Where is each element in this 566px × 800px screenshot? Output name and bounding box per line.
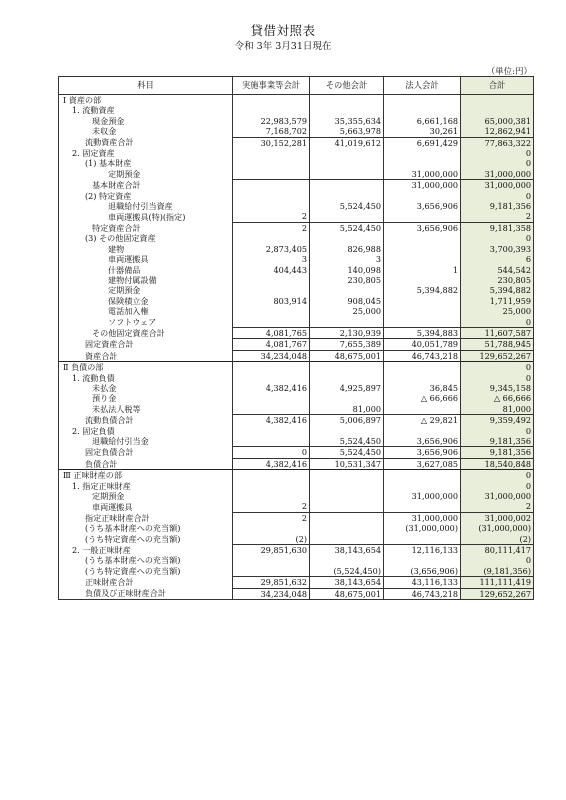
corporate-value	[384, 362, 461, 373]
program-value: 4,081,767	[233, 339, 310, 350]
corporate-value: 3,656,906	[384, 201, 461, 211]
corporate-value: 46,743,218	[384, 588, 461, 599]
total-value: 129,652,267	[461, 350, 534, 361]
table-row	[59, 426, 534, 436]
row-label: 2. 一般正味財産	[59, 545, 233, 556]
table-row	[59, 222, 534, 233]
corporate-value: (31,000,000)	[384, 523, 461, 533]
table-row	[59, 555, 534, 565]
table-row	[59, 404, 534, 415]
table-row	[59, 523, 534, 533]
total-value: 0	[461, 373, 534, 383]
table-row	[59, 158, 534, 168]
program-value: 7,168,702	[233, 126, 310, 137]
program-value	[233, 404, 310, 415]
table-row	[59, 415, 534, 426]
program-value	[233, 426, 310, 436]
row-label: 正味財産合計	[59, 577, 233, 588]
unit-label: （単位:円）	[486, 67, 532, 77]
total-value: 1,711,959	[461, 296, 534, 306]
other-value	[310, 470, 384, 481]
program-value: 29,851,630	[233, 545, 310, 556]
row-label: Ⅱ 負債の部	[59, 362, 233, 373]
corporate-value: △ 29,821	[384, 415, 461, 426]
corporate-value: 3,627,085	[384, 458, 461, 469]
other-value	[310, 393, 384, 403]
other-value: 10,531,347	[310, 458, 384, 469]
corporate-value: 30,261	[384, 126, 461, 137]
program-value: 34,234,048	[233, 588, 310, 599]
table-row	[59, 436, 534, 447]
corporate-value: 46,743,218	[384, 350, 461, 361]
row-label: 1. 流動資産	[59, 105, 233, 115]
other-value: 5,524,450	[310, 447, 384, 458]
row-label: 固定資産合計	[59, 339, 233, 350]
program-value	[233, 362, 310, 373]
program-value: 2	[233, 501, 310, 512]
other-value: 41,019,612	[310, 137, 384, 148]
program-value: 404,443	[233, 265, 310, 275]
total-value: 0	[461, 555, 534, 565]
corporate-value	[384, 244, 461, 254]
other-value	[310, 426, 384, 436]
other-value	[310, 501, 384, 512]
header-total: 合計	[461, 77, 534, 95]
corporate-value: 12,116,133	[384, 545, 461, 556]
program-value: 30,152,281	[233, 137, 310, 148]
table-row	[59, 588, 534, 599]
total-value: 230,805	[461, 275, 534, 285]
total-value: 18,540,848	[461, 458, 534, 469]
corporate-value: 31,000,000	[384, 491, 461, 501]
program-value	[233, 470, 310, 481]
program-value	[233, 555, 310, 565]
table-row	[59, 545, 534, 556]
total-value: 31,000,000	[461, 491, 534, 501]
other-value	[310, 233, 384, 243]
corporate-value	[384, 534, 461, 545]
header-corporate-accounting: 法人会計	[384, 77, 461, 95]
table-row	[59, 105, 534, 115]
row-label: 未払金	[59, 383, 233, 393]
table-row	[59, 362, 534, 373]
table-row	[59, 350, 534, 361]
corporate-value: 43,116,133	[384, 577, 461, 588]
row-label: 未収金	[59, 126, 233, 137]
total-value: 129,652,267	[461, 588, 534, 599]
table-row	[59, 501, 534, 512]
header-row	[59, 77, 534, 95]
corporate-value: △ 66,666	[384, 393, 461, 403]
row-label: 退職給付引当資産	[59, 201, 233, 211]
header-other-accounting: その他会計	[310, 77, 384, 95]
corporate-value	[384, 426, 461, 436]
row-label: 資産合計	[59, 350, 233, 361]
table-row	[59, 470, 534, 481]
row-label: 流動資産合計	[59, 137, 233, 148]
program-value: 4,382,416	[233, 415, 310, 426]
table-row	[59, 481, 534, 491]
other-value	[310, 148, 384, 158]
table-row	[59, 566, 534, 577]
other-value	[310, 373, 384, 383]
total-value: 80,111,417	[461, 545, 534, 556]
corporate-value	[384, 481, 461, 491]
total-value: 0	[461, 481, 534, 491]
total-value: 31,000,000	[461, 180, 534, 191]
corporate-value	[384, 95, 461, 106]
row-label: 特定資産合計	[59, 222, 233, 233]
table-row	[59, 285, 534, 295]
row-label: 基本財産合計	[59, 180, 233, 191]
document-title: 貸借対照表	[250, 23, 316, 38]
table-row	[59, 383, 534, 393]
row-label: 負債及び正味財産合計	[59, 588, 233, 599]
row-label: ソフトウェア	[59, 317, 233, 328]
corporate-value: 31,000,000	[384, 180, 461, 191]
other-value: 5,524,450	[310, 436, 384, 447]
corporate-value: (3,656,906)	[384, 566, 461, 577]
row-label: (うち基本財産への充当額)	[59, 523, 233, 533]
total-value: △ 66,666	[461, 393, 534, 403]
corporate-value	[384, 404, 461, 415]
row-label: Ⅰ 資産の部	[59, 95, 233, 106]
other-value: 2,130,939	[310, 327, 384, 338]
total-value: 0	[461, 191, 534, 201]
other-value: 48,675,001	[310, 588, 384, 599]
program-value	[233, 275, 310, 285]
table-row	[59, 201, 534, 211]
row-label: 電話加入権	[59, 306, 233, 316]
row-label: 車両運搬具	[59, 501, 233, 512]
total-value: 11,607,587	[461, 327, 534, 338]
row-label: 車両運搬具(特)(指定)	[59, 211, 233, 222]
corporate-value	[384, 501, 461, 512]
corporate-value: 3,656,906	[384, 222, 461, 233]
other-value	[310, 491, 384, 501]
total-value: 0	[461, 426, 534, 436]
program-value: 4,081,765	[233, 327, 310, 338]
program-value	[233, 285, 310, 295]
table-row	[59, 296, 534, 306]
other-value	[310, 362, 384, 373]
corporate-value: 36,845	[384, 383, 461, 393]
program-value	[233, 566, 310, 577]
total-value: 5,394,882	[461, 285, 534, 295]
program-value	[233, 393, 310, 403]
total-value: 0	[461, 233, 534, 243]
other-value: 4,925,897	[310, 383, 384, 393]
balance-sheet-table	[58, 76, 534, 600]
corporate-value: 6,691,429	[384, 137, 461, 148]
row-label: 定期預金	[59, 169, 233, 180]
total-value: 0	[461, 470, 534, 481]
total-value: 9,181,358	[461, 222, 534, 233]
other-value	[310, 211, 384, 222]
corporate-value: 5,394,883	[384, 327, 461, 338]
total-value: (9,181,356)	[461, 566, 534, 577]
other-value	[310, 534, 384, 545]
program-value: 3	[233, 254, 310, 264]
program-value: 2,873,405	[233, 244, 310, 254]
total-value: 2	[461, 501, 534, 512]
row-label: (2) 特定資産	[59, 191, 233, 201]
other-value	[310, 512, 384, 523]
table-row	[59, 275, 534, 285]
other-value: 38,143,654	[310, 577, 384, 588]
row-label: 固定負債合計	[59, 447, 233, 458]
table-row	[59, 180, 534, 191]
table-body	[59, 95, 534, 600]
program-value	[233, 201, 310, 211]
header-program-accounting: 実施事業等会計	[233, 77, 310, 95]
table-row	[59, 339, 534, 350]
document-date: 令和 3年 3月31日現在	[234, 41, 332, 52]
other-value	[310, 105, 384, 115]
other-value	[310, 481, 384, 491]
row-label: Ⅲ 正味財産の部	[59, 470, 233, 481]
program-value	[233, 148, 310, 158]
row-label: (うち基本財産への充当額)	[59, 555, 233, 565]
program-value	[233, 180, 310, 191]
total-value	[461, 95, 534, 106]
table-row	[59, 265, 534, 275]
corporate-value	[384, 191, 461, 201]
row-label: 1. 指定正味財産	[59, 481, 233, 491]
row-label: 什器備品	[59, 265, 233, 275]
program-value: 34,234,048	[233, 350, 310, 361]
total-value: 77,863,322	[461, 137, 534, 148]
corporate-value	[384, 317, 461, 328]
row-label: 流動負債合計	[59, 415, 233, 426]
total-value: (31,000,000)	[461, 523, 534, 533]
table-row	[59, 254, 534, 264]
other-value: 35,355,634	[310, 116, 384, 126]
corporate-value	[384, 158, 461, 168]
table-row	[59, 169, 534, 180]
program-value	[233, 95, 310, 106]
program-value	[233, 191, 310, 201]
row-label: 2. 固定負債	[59, 426, 233, 436]
table-row	[59, 137, 534, 148]
row-label: 定期預金	[59, 491, 233, 501]
corporate-value: 3,656,906	[384, 436, 461, 447]
corporate-value	[384, 373, 461, 383]
corporate-value	[384, 306, 461, 316]
total-value: 31,000,000	[461, 169, 534, 180]
total-value: 544,542	[461, 265, 534, 275]
table-row	[59, 95, 534, 106]
other-value: 48,675,001	[310, 350, 384, 361]
program-value: 803,914	[233, 296, 310, 306]
row-label: その他固定資産合計	[59, 327, 233, 338]
total-value: 0	[461, 148, 534, 158]
other-value: 3	[310, 254, 384, 264]
corporate-value	[384, 148, 461, 158]
corporate-value: 5,394,882	[384, 285, 461, 295]
table-row	[59, 534, 534, 545]
corporate-value	[384, 254, 461, 264]
table-row	[59, 191, 534, 201]
program-value: 22,983,579	[233, 116, 310, 126]
program-value	[233, 105, 310, 115]
other-value	[310, 158, 384, 168]
other-value: 5,524,450	[310, 201, 384, 211]
row-label: (3) その他固定資産	[59, 233, 233, 243]
program-value	[233, 491, 310, 501]
corporate-value: 31,000,000	[384, 169, 461, 180]
other-value	[310, 180, 384, 191]
row-label: (1) 基本財産	[59, 158, 233, 168]
total-value: 9,359,492	[461, 415, 534, 426]
other-value	[310, 523, 384, 533]
table-row	[59, 116, 534, 126]
row-label: 定期預金	[59, 285, 233, 295]
table-row	[59, 393, 534, 403]
corporate-value: 6,661,168	[384, 116, 461, 126]
total-value: 0	[461, 317, 534, 328]
table-row	[59, 126, 534, 137]
other-value: 38,143,654	[310, 545, 384, 556]
row-label: (うち特定資産への充当額)	[59, 534, 233, 545]
program-value: 29,851,632	[233, 577, 310, 588]
total-value: (2)	[461, 534, 534, 545]
program-value	[233, 233, 310, 243]
row-label: 現金預金	[59, 116, 233, 126]
program-value	[233, 481, 310, 491]
other-value	[310, 191, 384, 201]
corporate-value: 31,000,000	[384, 512, 461, 523]
total-value: 9,181,356	[461, 201, 534, 211]
table-row	[59, 327, 534, 338]
table-row	[59, 512, 534, 523]
row-label: 未払法人税等	[59, 404, 233, 415]
row-label: 預り金	[59, 393, 233, 403]
program-value	[233, 158, 310, 168]
total-value: 0	[461, 362, 534, 373]
total-value: 3,700,393	[461, 244, 534, 254]
row-label: 1. 流動負債	[59, 373, 233, 383]
program-value: 4,382,416	[233, 383, 310, 393]
table-row	[59, 317, 534, 328]
total-value: 9,181,356	[461, 447, 534, 458]
table-row	[59, 306, 534, 316]
total-value: 31,000,002	[461, 512, 534, 523]
row-label: 保険積立金	[59, 296, 233, 306]
table-row	[59, 233, 534, 243]
total-value: 2	[461, 211, 534, 222]
program-value: (2)	[233, 534, 310, 545]
other-value: 81,000	[310, 404, 384, 415]
table-row	[59, 458, 534, 469]
corporate-value	[384, 211, 461, 222]
corporate-value	[384, 296, 461, 306]
other-value: 25,000	[310, 306, 384, 316]
corporate-value	[384, 470, 461, 481]
row-label: 指定正味財産合計	[59, 512, 233, 523]
other-value	[310, 95, 384, 106]
other-value: 230,805	[310, 275, 384, 285]
program-value: 2	[233, 222, 310, 233]
other-value	[310, 555, 384, 565]
other-value: 5,006,897	[310, 415, 384, 426]
total-value: 6	[461, 254, 534, 264]
table-row	[59, 577, 534, 588]
other-value	[310, 317, 384, 328]
corporate-value: 40,051,789	[384, 339, 461, 350]
total-value	[461, 105, 534, 115]
row-label: 退職給付引当金	[59, 436, 233, 447]
program-value: 2	[233, 512, 310, 523]
corporate-value	[384, 555, 461, 565]
program-value	[233, 169, 310, 180]
total-value: 12,862,941	[461, 126, 534, 137]
program-value	[233, 373, 310, 383]
other-value	[310, 285, 384, 295]
total-value: 0	[461, 158, 534, 168]
total-value: 9,345,158	[461, 383, 534, 393]
table-row	[59, 447, 534, 458]
table-row	[59, 244, 534, 254]
table-row	[59, 148, 534, 158]
other-value: 908,045	[310, 296, 384, 306]
total-value: 9,181,356	[461, 436, 534, 447]
total-value: 51,788,945	[461, 339, 534, 350]
row-label: 負債合計	[59, 458, 233, 469]
program-value: 2	[233, 211, 310, 222]
table-row	[59, 373, 534, 383]
corporate-value: 1	[384, 265, 461, 275]
corporate-value	[384, 275, 461, 285]
header-account: 科目	[59, 77, 233, 95]
other-value: 5,663,978	[310, 126, 384, 137]
total-value: 81,000	[461, 404, 534, 415]
corporate-value	[384, 105, 461, 115]
other-value: (5,524,450)	[310, 566, 384, 577]
program-value: 4,382,416	[233, 458, 310, 469]
table-row	[59, 491, 534, 501]
total-value: 111,111,419	[461, 577, 534, 588]
corporate-value	[384, 233, 461, 243]
other-value: 826,988	[310, 244, 384, 254]
row-label: 車両運搬具	[59, 254, 233, 264]
other-value: 140,098	[310, 265, 384, 275]
row-label: 建物付属設備	[59, 275, 233, 285]
program-value	[233, 317, 310, 328]
other-value: 7,655,389	[310, 339, 384, 350]
other-value	[310, 169, 384, 180]
table-row	[59, 211, 534, 222]
program-value	[233, 523, 310, 533]
row-label: (うち特定資産への充当額)	[59, 566, 233, 577]
row-label: 2. 固定資産	[59, 148, 233, 158]
program-value	[233, 436, 310, 447]
row-label: 建物	[59, 244, 233, 254]
other-value: 5,524,450	[310, 222, 384, 233]
total-value: 65,000,381	[461, 116, 534, 126]
total-value: 25,000	[461, 306, 534, 316]
program-value	[233, 306, 310, 316]
corporate-value: 3,656,906	[384, 447, 461, 458]
program-value: 0	[233, 447, 310, 458]
